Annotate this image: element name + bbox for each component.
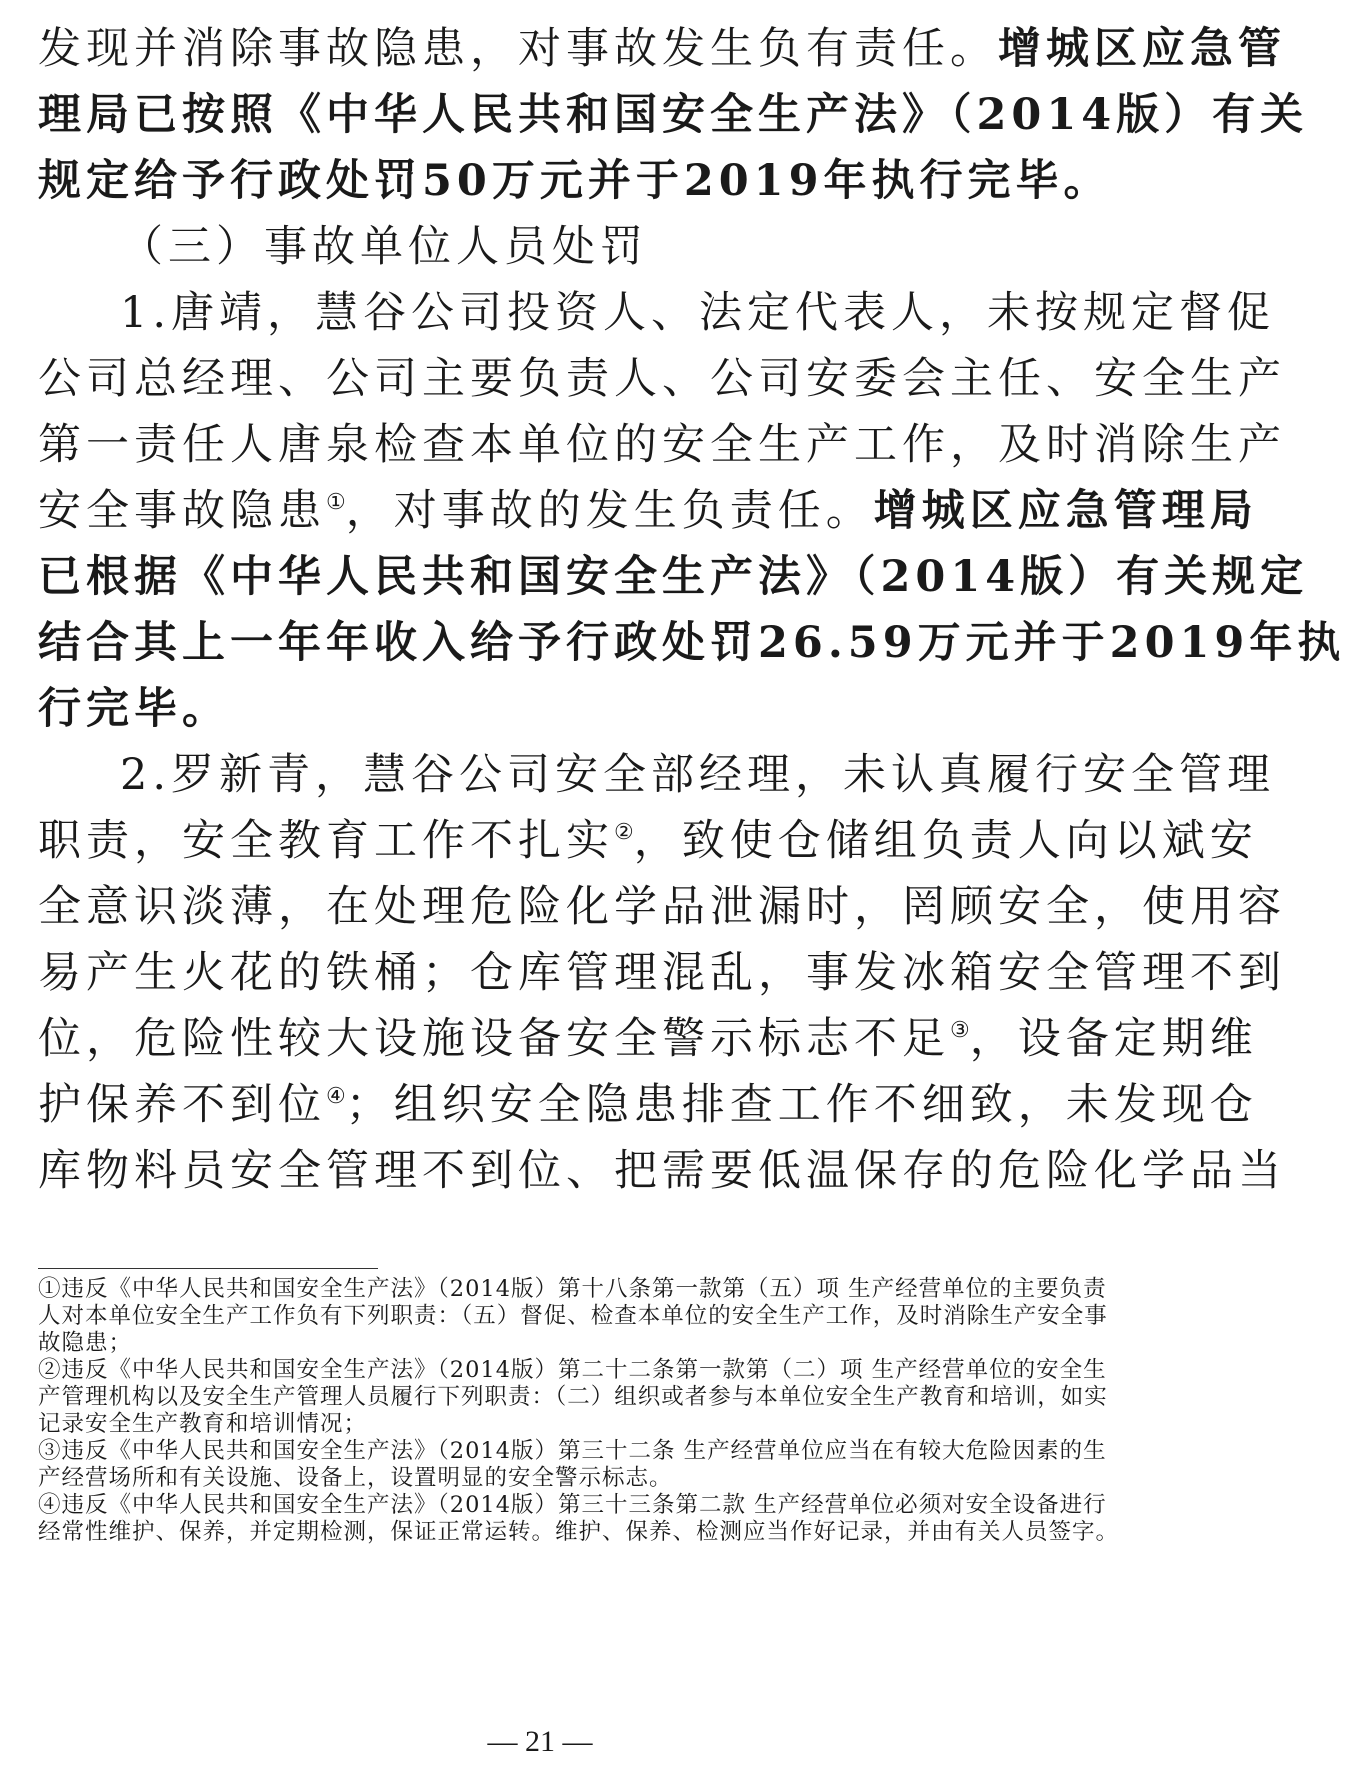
footnote-3-line-2: 产经营场所和有关设施、设备上，设置明显的安全警示标志。 — [38, 1465, 673, 1491]
footnote-4-line-1: ④违反《中华人民共和国安全生产法》（2014版）第三十三条第二款 生产经营单位必须对安全设备进行 — [38, 1492, 1107, 1518]
body-line-6: 公司总经理、公司主要负责人、公司安委会主任、安全生产 — [38, 354, 1286, 404]
body-line-18: 库物料员安全管理不到位、把需要低温保存的危险化学品当 — [38, 1146, 1286, 1196]
section-heading: （三）事故单位人员处罚 — [120, 222, 648, 272]
footnote-3-line-1: ③违反《中华人民共和国安全生产法》（2014版）第三十二条 生产经营单位应当在有较大危险因素的生 — [38, 1438, 1107, 1464]
body-text: 发现并消除事故隐患，对事故发生负有责任。 — [38, 24, 998, 74]
body-line-7: 第一责任人唐泉检查本单位的安全生产工作，及时消除生产 — [38, 420, 1286, 470]
body-line-5: 1.唐靖，慧谷公司投资人、法定代表人，未按规定督促 — [120, 288, 1276, 338]
footnote-2-line-1: ②违反《中华人民共和国安全生产法》（2014版）第二十二条第一款第（二）项 生产经营单位的安全生 — [38, 1357, 1107, 1383]
body-text: ，设备定期维 — [969, 1014, 1258, 1064]
body-line-12: 2.罗新青，慧谷公司安全部经理，未认真履行安全管理 — [120, 750, 1276, 800]
page-number: — 21 — — [487, 1725, 593, 1758]
body-line-8 — [38, 484, 1258, 538]
footnote-marker-3: ③ — [950, 1018, 970, 1043]
body-text: ，对事故的发生负责任。 — [345, 486, 874, 536]
body-line-11: 行完毕。 — [38, 684, 230, 734]
body-text: ；组织安全隐患排查工作不细致，未发现仓 — [345, 1080, 1258, 1130]
body-line-2: 理局已按照《中华人民共和国安全生产法》（2014版）有关 — [38, 90, 1309, 140]
footnote-1-line-1: ①违反《中华人民共和国安全生产法》（2014版）第十八条第一款第（五）项 生产经营单位的主要负责 — [38, 1276, 1107, 1302]
body-bold-text: 增城区应急管理局 — [873, 486, 1258, 536]
body-text: 护保养不到位 — [38, 1080, 326, 1130]
footnote-2-line-2: 产管理机构以及安全生产管理人员履行下列职责：（二）组织或者参与本单位安全生产教育和培训，如实 — [38, 1384, 1108, 1410]
body-text: 位，危险性较大设施设备安全警示标志不足 — [38, 1014, 950, 1064]
body-line-13 — [38, 814, 1258, 868]
footnote-1-line-2: 人对本单位安全生产工作负有下列职责：（五）督促、检查本单位的安全生产工作，及时消除生产安全事 — [38, 1303, 1108, 1329]
body-line-10: 结合其上一年年收入给予行政处罚26.59万元并于2019年执 — [38, 618, 1345, 668]
footnote-marker-2: ② — [614, 820, 634, 845]
body-line-9: 已根据《中华人民共和国安全生产法》（2014版）有关规定 — [38, 552, 1309, 602]
body-text: ，致使仓储组负责人向以斌安 — [633, 816, 1258, 866]
body-bold-text: 增城区应急管 — [998, 24, 1286, 74]
body-line-14: 全意识淡薄，在处理危险化学品泄漏时，罔顾安全，使用容 — [38, 882, 1286, 932]
body-line-1 — [38, 22, 1286, 76]
footnote-separator — [38, 1268, 378, 1269]
footnote-4-line-2: 经常性维护、保养，并定期检测，保证正常运转。维护、保养、检测应当作好记录，并由有关人员签字。 — [38, 1519, 1120, 1545]
body-text: 职责，安全教育工作不扎实 — [38, 816, 614, 866]
footnote-1-line-3: 故隐患； — [38, 1330, 133, 1356]
body-line-16 — [38, 1012, 1258, 1066]
body-line-15: 易产生火花的铁桶；仓库管理混乱，事发冰箱安全管理不到 — [38, 948, 1286, 998]
body-line-17 — [38, 1078, 1258, 1132]
body-line-3: 规定给予行政处罚50万元并于2019年执行完毕。 — [38, 156, 1112, 206]
footnote-2-line-3: 记录安全生产教育和培训情况； — [38, 1411, 368, 1437]
footnote-marker-1: ① — [326, 490, 346, 515]
body-text: 安全事故隐患 — [38, 486, 326, 536]
footnote-marker-4: ④ — [326, 1084, 346, 1109]
